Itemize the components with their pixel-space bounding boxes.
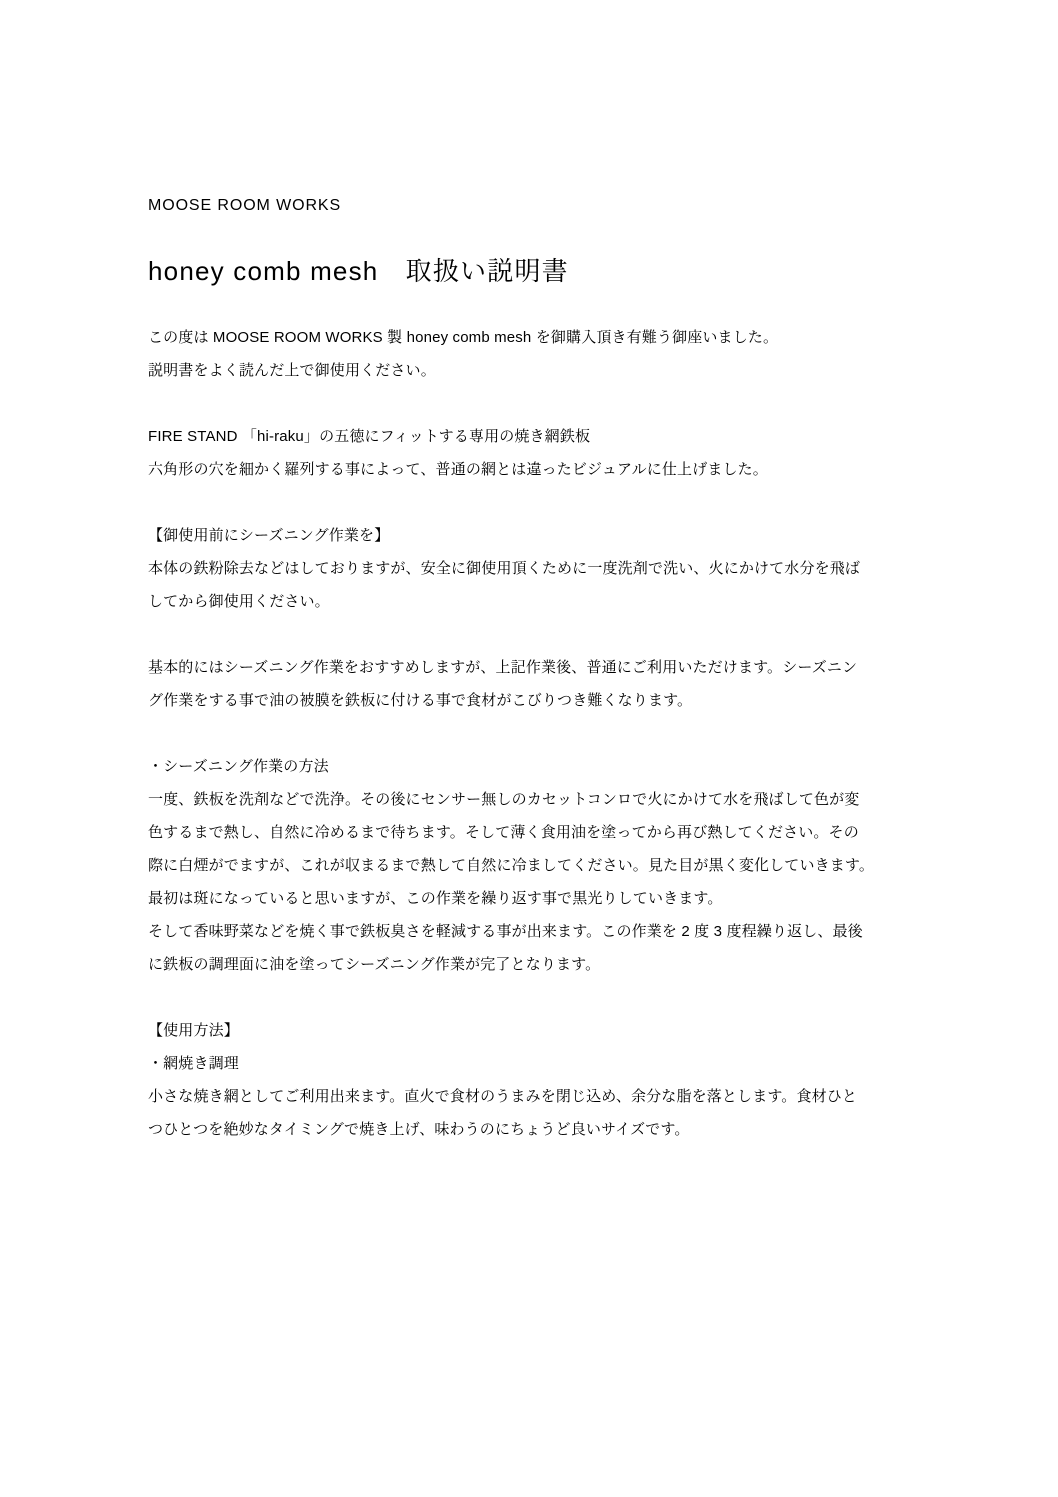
seasoning-method-line-6: に鉄板の調理面に油を塗ってシーズニング作業が完了となります。: [148, 956, 601, 973]
seasoning-notice-heading: 【御使用前にシーズニング作業を】: [148, 527, 390, 544]
usage-line-1: 小さな焼き網としてご利用出来ます。直火で食材のうまみを閉じ込め、余分な脂を落とします。食材ひと: [148, 1088, 858, 1105]
intro-paragraph: [148, 321, 918, 387]
product-line-2: 六角形の穴を細かく羅列する事によって、普通の網とは違ったビジュアルに仕上げました。: [148, 461, 768, 478]
seasoning-method-line-3: 際に白煙がでますが、これが収まるまで熱して自然に冷ましてください。見た目が黒く変化していきます。: [148, 857, 875, 874]
seasoning-optional-line-1: 基本的にはシーズニング作業をおすすめしますが、上記作業後、普通にご利用いただけます。シーズニン: [148, 659, 858, 676]
seasoning-method-heading: ・シーズニング作業の方法: [148, 758, 329, 775]
seasoning-notice-line-1: 本体の鉄粉除去などはしておりますが、安全に御使用頂くために一度洗剤で洗い、火にかけて水分を飛ば: [148, 560, 861, 577]
seasoning-method-line-5: そして香味野菜などを焼く事で鉄板臭さを軽減する事が出来ます。この作業を 2 度 3 度程繰り返し、最後: [148, 923, 863, 940]
seasoning-method-line-1: 一度、鉄板を洗剤などで洗浄。その後にセンサー無しのカセットコンロで火にかけて水を飛ばして色が変: [148, 791, 860, 808]
page-title: honey comb mesh 取扱い説明書: [148, 256, 569, 286]
seasoning-method-line-4: 最初は斑になっていると思いますが、この作業を繰り返す事で黒光りしていきます。: [148, 890, 723, 907]
intro-line-2: 説明書をよく読んだ上で御使用ください。: [148, 362, 436, 379]
product-line-1: FIRE STAND 「hi-raku」の五徳にフィットする専用の焼き網鉄板: [148, 428, 591, 445]
product-description: [148, 420, 918, 486]
seasoning-notice-line-2: してから御使用ください。: [148, 593, 330, 610]
seasoning-optional-line-2: グ作業をする事で油の被膜を鉄板に付ける事で食材がこびりつき難くなります。: [148, 692, 693, 709]
usage-heading: 【使用方法】: [148, 1022, 239, 1039]
usage-section: [148, 1014, 918, 1146]
intro-line-1: この度は MOOSE ROOM WORKS 製 honey comb mesh を御購入頂き有難う御座いました。: [148, 329, 779, 346]
document-page: [148, 0, 918, 1146]
seasoning-optional-paragraph: [148, 651, 918, 717]
seasoning-method-line-2: 色するまで熱し、自然に冷めるまで待ちます。そして薄く食用油を塗ってから再び熱してください。その: [148, 824, 859, 841]
usage-subheading: ・網焼き調理: [148, 1055, 239, 1072]
seasoning-method-section: [148, 750, 918, 981]
usage-line-2: つひとつを絶妙なタイミングで焼き上げ、味わうのにちょうど良いサイズです。: [148, 1121, 690, 1138]
brand-name: MOOSE ROOM WORKS: [148, 197, 342, 214]
seasoning-notice-section: [148, 519, 918, 618]
